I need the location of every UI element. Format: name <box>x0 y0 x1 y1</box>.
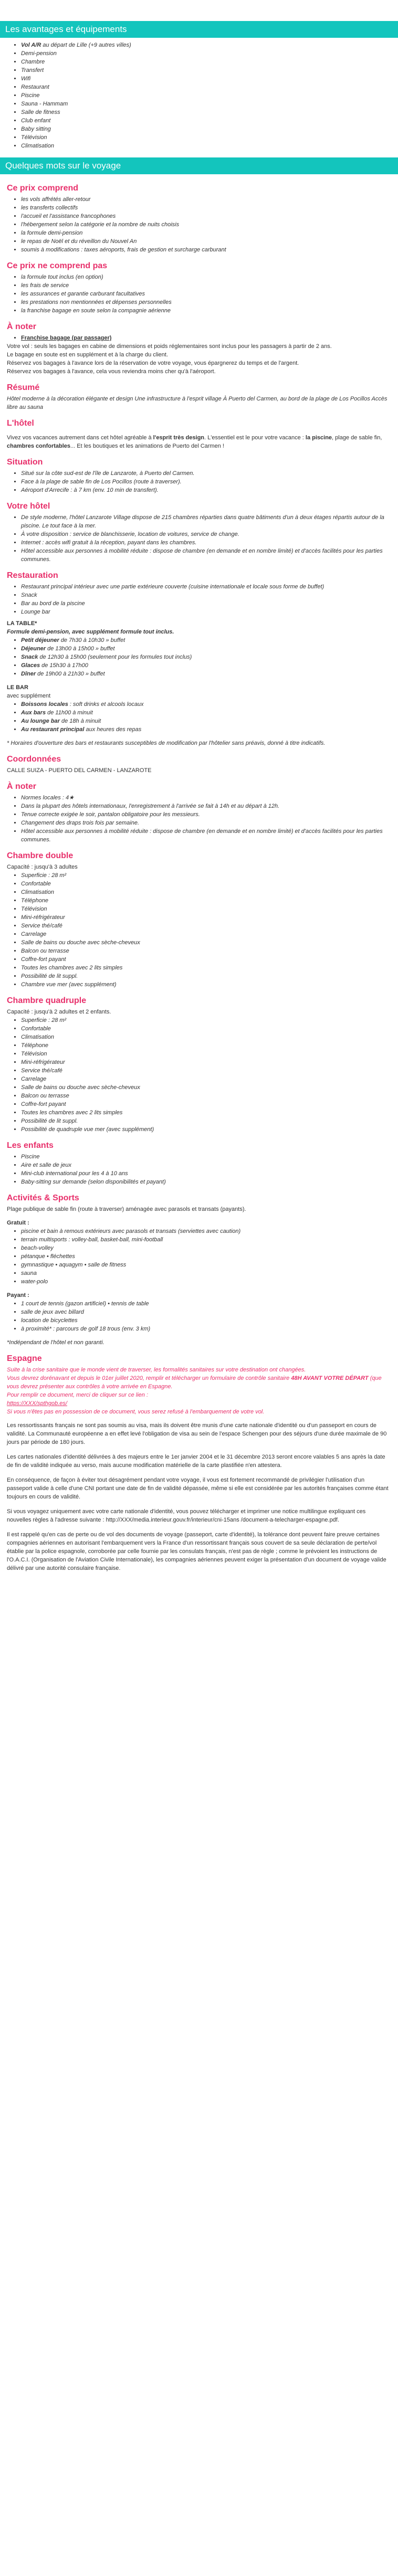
item-text: au départ de Lille (+9 autres villes) <box>41 42 131 48</box>
item-text: Chambre <box>21 59 45 65</box>
list-item: • Climatisation <box>21 888 391 896</box>
list-item: • Piscine <box>21 1153 391 1161</box>
payant-list <box>7 1300 391 1333</box>
list-item: • la formule tout inclus (en option) <box>21 273 391 281</box>
list-item: • le repas de Noël et du réveillon du Nouvel An <box>21 237 391 246</box>
list-item: • Carrelage <box>21 1075 391 1083</box>
list-item: • sauna <box>21 1269 391 1278</box>
text-bold: la piscine <box>305 435 332 441</box>
notice-line <box>7 1374 391 1391</box>
item-text: de 11h00 à minuit <box>46 710 93 716</box>
resume-text: Hôtel moderne à la décoration élégante et design Une infrastructure à l'esprit village À Puerto del Carmen, au bord de la plage de Los Pocillos Accès libre au sauna <box>7 396 387 410</box>
list-item <box>21 91 391 100</box>
item-bold: Glaces <box>21 662 40 669</box>
heading-hotel: L'hôtel <box>7 419 34 428</box>
address: CALLE SUIZA - PUERTO DEL CARMEN - LANZAROTE <box>7 767 152 774</box>
text-bold: l'esprit très design <box>153 435 205 441</box>
heading-a-noter: À noter <box>7 322 36 331</box>
heading-situation: Situation <box>7 458 43 467</box>
list-item: • Coffre-fort payant <box>21 1100 391 1108</box>
section-title: Les avantages et équipements <box>5 24 127 34</box>
list-item <box>21 653 391 661</box>
item-text: Climatisation <box>21 143 54 149</box>
a-noter-para: Votre vol : seuls les bagages en cabine de dimensions et poids réglementaires sont inclus pour les passagers à partir de 2 ans. <box>7 343 332 350</box>
list-item: • Confortable <box>21 1025 391 1033</box>
section-title: Quelques mots sur le voyage <box>5 161 121 171</box>
list-item <box>21 700 391 709</box>
list-item <box>21 661 391 670</box>
list-item <box>21 670 391 678</box>
list-item: • water-polo <box>21 1278 391 1286</box>
list-item <box>21 41 391 49</box>
item-text: aux heures des repas <box>84 726 142 733</box>
heading-resume: Résumé <box>7 383 40 392</box>
table-title: LA TABLE* <box>7 620 37 627</box>
item-text: de 18h à minuit <box>59 718 101 724</box>
list-item: • location de bicyclettes <box>21 1316 391 1325</box>
list-item: • Confortable <box>21 880 391 888</box>
list-item: • Bar au bord de la piscine <box>21 599 391 608</box>
bar-subtitle: avec supplément <box>7 693 51 699</box>
notice-bold: 48H AVANT VOTRE DÉPART <box>291 1375 369 1381</box>
list-item: • Service thé/café <box>21 1067 391 1075</box>
item-text: de 12h30 à 15h00 (seulement pour les formules tout inclus) <box>38 654 192 660</box>
item-text: Sauna - Hammam <box>21 101 68 107</box>
list-item: • Snack <box>21 591 391 599</box>
list-item: • Téléphone <box>21 1041 391 1050</box>
meals-list <box>7 636 391 678</box>
list-item: • Possibilité de lit suppl. <box>21 972 391 980</box>
list-item: • Mini-réfrigérateur <box>21 913 391 922</box>
bar-title: LE BAR <box>7 684 28 691</box>
list-item <box>21 133 391 142</box>
list-item: • Baby-sitting sur demande (selon disponibilités et payant) <box>21 1178 391 1186</box>
situation-list <box>7 469 391 494</box>
espagne-para: Il est rappelé qu'en cas de perte ou de vol des documents de voyage (passeport, carte d'identité), la tolérance dont peuvent faire preuve certaines compagnies aériennes en autorisant l'embarquement vers la France d'un ressortissant français sous couvert de sa seule déclaration de perte/vol établie par la police espagnole, corroborée par celle fournie par les consulats français, n'est pas de règle ; comme le prévoient les instructions de l'O.A.C.I. (Organisation de l'Aviation Civile Internationale), les compagnies aériennes peuvent exiger la présentation d'un document de voyage valide délivré par une autorité consulaire française. <box>7 1532 386 1571</box>
a-noter-para: Réservez vos bagages à l'avance lors de la réservation de votre voyage, vous épargnerez du temps et de l'argent. <box>7 360 299 366</box>
list-item: • à proximité* : parcours de golf 18 trous (env. 3 km) <box>21 1325 391 1333</box>
activites-footnote: *Indépendant de l'hôtel et non garanti. <box>7 1339 104 1346</box>
item-bold: Boissons locales <box>21 701 68 708</box>
item-text: Baby sitting <box>21 126 51 132</box>
list-item: • piscine et bain à remous extérieurs avec parasols et transats (serviettes avec caution) <box>21 1227 391 1236</box>
enfants-list <box>7 1153 391 1186</box>
list-item: • terrain multisports : volley-ball, basket-ball, mini-football <box>21 1236 391 1244</box>
heading-chambre-double: Chambre double <box>7 851 74 860</box>
a-noter-para: Le bagage en soute est en supplément et à la charge du client. <box>7 352 168 358</box>
gratuit-label: Gratuit : <box>7 1220 29 1226</box>
heading-votre-hotel: Votre hôtel <box>7 502 50 511</box>
list-item: • salle de jeux avec billard <box>21 1308 391 1316</box>
list-item: • Téléphone <box>21 896 391 905</box>
list-item: • les prestations non mentionnées et dépenses personnelles <box>21 298 391 307</box>
list-item: • Télévision <box>21 905 391 913</box>
heading-prix-ne-comprend: Ce prix ne comprend pas <box>7 261 108 270</box>
list-item: • Coffre-fort payant <box>21 955 391 964</box>
list-item: • Salle de bains ou douche avec sèche-cheveux <box>21 938 391 947</box>
list-item: • À votre disposition : service de blanchisserie, location de voitures, service de change. <box>21 530 391 539</box>
list-item: • les vols affrétés aller-retour <box>21 195 391 204</box>
section-banner-voyage <box>0 157 398 174</box>
list-item: • Mini-club international pour les 4 à 10 ans <box>21 1169 391 1178</box>
text: Vivez vos vacances autrement dans cet hôtel agréable à <box>7 435 153 441</box>
heading-prix-comprend: Ce prix comprend <box>7 184 79 193</box>
heading-activites: Activités & Sports <box>7 1194 79 1202</box>
list-item <box>21 108 391 117</box>
list-item: • Changement des draps trois fois par semaine. <box>21 819 391 827</box>
gratuit-list <box>7 1227 391 1286</box>
item-text: Transfert <box>21 67 44 73</box>
restauration-list <box>7 583 391 616</box>
list-item: • Mini-réfrigérateur <box>21 1058 391 1067</box>
item-text: Piscine <box>21 92 40 99</box>
item-bold: Vol A/R <box>21 42 41 48</box>
list-item: • Internet : accès wifi gratuit à la réception, payant dans les chambres. <box>21 539 391 547</box>
heading-a-noter-2: À noter <box>7 782 36 791</box>
list-item: • Situé sur la côte sud-est de l'île de Lanzarote, à Puerto del Carmen. <box>21 469 391 478</box>
list-item: • Toutes les chambres avec 2 lits simples <box>21 1108 391 1117</box>
item-text: Télévision <box>21 134 47 141</box>
list-item: • Superficie : 28 m² <box>21 1016 391 1025</box>
list-item <box>21 645 391 653</box>
text: . L'essentiel est le pour votre vacance : <box>204 435 306 441</box>
item-text: : soft drinks et alcools locaux <box>68 701 144 708</box>
list-item <box>21 717 391 725</box>
list-item: • la formule demi-pension <box>21 229 391 237</box>
list-item: • Aéroport d'Arrecife : à 7 km (env. 10 min de transfert). <box>21 486 391 494</box>
list-item: • beach-volley <box>21 1244 391 1252</box>
list-item <box>21 725 391 734</box>
sanitary-notice <box>7 1366 391 1416</box>
notice-text: Vous devrez dorénavant et depuis le 01er juillet 2020, remplir et télécharger un formulaire de contrôle sanitaire <box>7 1375 291 1381</box>
prix-ne-comprend-list <box>7 273 391 315</box>
chambre-double-capacity: Capacité : jusqu'à 3 adultes <box>7 864 78 870</box>
item-text: de 15h30 à 17h00 <box>40 662 88 669</box>
list-item: • Balcon ou terrasse <box>21 1092 391 1100</box>
list-item: • Possibilité de quadruple vue mer (avec supplément) <box>21 1125 391 1134</box>
section-banner-equipements <box>0 21 398 38</box>
item-text: de 7h30 à 10h30 » buffet <box>59 637 125 643</box>
item-bold: Au lounge bar <box>21 718 60 724</box>
list-item: • Carrelage <box>21 930 391 938</box>
hotel-description <box>7 434 391 450</box>
notice-text: (que vous devrez présenter aux contrôles à votre arrivée en Espagne. <box>7 1375 382 1390</box>
notice-line: Si vous n'êtes pas en possession de ce document, vous serez refusé à l'embarquement de votre vol. <box>7 1409 265 1415</box>
list-item: • pétanque • fléchettes <box>21 1252 391 1261</box>
list-item: • l'accueil et l'assistance francophones <box>21 212 391 220</box>
list-item: • Service thé/café <box>21 922 391 930</box>
franchise-bagage-link-text[interactable]: Franchise bagage (par passager) <box>21 335 112 341</box>
notice-line: Pour remplir ce document, merci de cliquer sur ce lien : <box>7 1392 148 1398</box>
list-item <box>21 49 391 58</box>
list-item: • Restaurant principal intérieur avec une partie extérieure couverte (cuisine internationale et locale sous forme de buffet) <box>21 583 391 591</box>
list-item: • De style moderne, l'hôtel Lanzarote Village dispose de 215 chambres réparties dans quatre bâtiments d'un à deux étages répartis autour de la piscine. Le tout face à la mer. <box>21 513 391 530</box>
list-item: • l'hébergement selon la catégorie et la nombre de nuits choisis <box>21 220 391 229</box>
item-text: Club enfant <box>21 118 51 124</box>
chambre-quadruple-capacity: Capacité : jusqu'à 2 adultes et 2 enfants. <box>7 1009 111 1015</box>
list-item: • Superficie : 28 m² <box>21 871 391 880</box>
list-item: • Tenue correcte exigée le soir, pantalon obligatoire pour les messieurs. <box>21 810 391 819</box>
chambre-double-list <box>7 871 391 989</box>
text: ... Et les boutiques et les animations de Puerto del Carmen ! <box>70 443 224 449</box>
list-item: • Face à la plage de sable fin de Los Pocillos (route à traverser). <box>21 478 391 486</box>
list-item <box>21 75 391 83</box>
heading-espagne: Espagne <box>7 1354 42 1363</box>
restauration-footnote: * Horaires d'ouverture des bars et restaurants susceptibles de modification par l'hôtelier sans préavis, donné à titre indicatifs. <box>7 740 326 746</box>
espagne-para: En conséquence, de façon à éviter tout désagrément pendant votre voyage, il vous est fortement recommandé de privilégier l'utilisation d'un passeport valide à celle d'une CNI portant une date de fin de validité dépassée, même si elle est considérée par les autorités françaises comme étant toujours en cours de validité. <box>7 1477 389 1500</box>
item-text: de 13h00 à 15h00 » buffet <box>46 646 115 652</box>
item-text: de 19h00 à 21h30 » buffet <box>36 671 105 677</box>
item-bold: Aux bars <box>21 710 46 716</box>
prix-comprend-list <box>7 195 391 254</box>
list-item: • Balcon ou terrasse <box>21 947 391 955</box>
table-subtitle: Formule demi-pension, avec supplément formule tout inclus. <box>7 629 174 635</box>
list-item <box>21 117 391 125</box>
heading-coordonnees: Coordonnées <box>7 755 61 764</box>
list-item: • Climatisation <box>21 1033 391 1041</box>
item-bold: Dîner <box>21 671 36 677</box>
espagne-para: Si vous voyagez uniquement avec votre carte nationale d'identité, vous pouvez télécharger et imprimer une notice multilingue expliquant ces nouvelles règles à l'adresse suivante : http://XXX/media.interieur.gouv.fr/interieur/cni-15ans /document-a-telecharger-espagne.pdf. <box>7 1508 366 1523</box>
heading-enfants: Les enfants <box>7 1141 54 1150</box>
list-item <box>21 66 391 75</box>
espagne-para: Les ressortissants français ne sont pas soumis au visa, mais ils doivent être munis d'une carte nationale d'identité ou d'un passeport en cours de validité. La Communauté européenne a en effet levé l'obligation de visa au sein de l'espace Schengen pour des séjours d'une durée maximale de 90 jours par période de 180 jours. <box>7 1422 387 1445</box>
heading-chambre-quadruple: Chambre quadruple <box>7 996 87 1005</box>
a-noter-para: Réservez vos bagages à l'avance, cela vous reviendra moins cher qu'à l'aéroport. <box>7 368 216 375</box>
heading-restauration: Restauration <box>7 571 58 580</box>
list-item: • Salle de bains ou douche avec sèche-cheveux <box>21 1083 391 1092</box>
list-item: • Possibilité de lit suppl. <box>21 1117 391 1125</box>
list-item <box>21 58 391 66</box>
payant-label: Payant : <box>7 1292 29 1298</box>
list-item: • les transferts collectifs <box>21 204 391 212</box>
list-item <box>21 83 391 91</box>
item-text: Salle de fitness <box>21 109 60 115</box>
list-item: • les frais de service <box>21 281 391 290</box>
votre-hotel-list <box>7 513 391 564</box>
item-text: Wifi <box>21 76 31 82</box>
list-item: • Télévision <box>21 1050 391 1058</box>
item-text: Demi-pension <box>21 50 57 57</box>
item-bold: Snack <box>21 654 38 660</box>
bars-list <box>7 700 391 734</box>
list-item <box>21 125 391 133</box>
list-item: • la franchise bagage en soute selon la compagnie aérienne <box>21 307 391 315</box>
list-item <box>21 636 391 645</box>
list-item: • soumis à modifications : taxes aéroports, frais de gestion et surcharge carburant <box>21 246 391 254</box>
sanitary-form-link[interactable]: https://XXX/spthgob.es/ <box>7 1400 67 1407</box>
item-text: Restaurant <box>21 84 49 90</box>
list-item: • Toutes les chambres avec 2 lits simples <box>21 964 391 972</box>
list-item: • Dans la plupart des hôtels internationaux, l'enregistrement à l'arrivée se fait à 14h et au départ à 12h. <box>21 802 391 810</box>
list-item: • Normes locales : 4★ <box>21 794 391 802</box>
list-item: • Lounge bar <box>21 608 391 616</box>
list-item: • 1 court de tennis (gazon artificiel) • tennis de table <box>21 1300 391 1308</box>
list-item <box>21 142 391 150</box>
list-item: • gymnastique • aquagym • salle de fitness <box>21 1261 391 1269</box>
activites-intro: Plage publique de sable fin (route à traverser) aménagée avec parasols et transats (payants). <box>7 1206 246 1212</box>
list-item <box>21 709 391 717</box>
item-bold: Petit déjeuner <box>21 637 59 643</box>
item-bold: Au restaurant principal <box>21 726 85 733</box>
list-item: • Hôtel accessible aux personnes à mobilité réduite : dispose de chambre (en demande et en nombre limité) et d'accès facilités pour les parties communes. <box>21 547 391 564</box>
list-item: • Hôtel accessible aux personnes à mobilité réduite : dispose de chambre (en demande et en nombre limité) et d'accès facilités pour les parties communes. <box>21 827 391 844</box>
item-bold: Déjeuner <box>21 646 46 652</box>
list-item: • Aire et salle de jeux <box>21 1161 391 1169</box>
list-item: • les assurances et garantie carburant facultatives <box>21 290 391 298</box>
equipements-list <box>7 41 391 150</box>
list-item: • Chambre vue mer (avec supplément) <box>21 980 391 989</box>
text-bold: chambres confortables <box>7 443 71 449</box>
list-item <box>21 100 391 108</box>
a-noter-2-list <box>7 794 391 844</box>
text: , plage de sable fin, <box>332 435 382 441</box>
chambre-quadruple-list <box>7 1016 391 1134</box>
franchise-bagage-link[interactable] <box>21 334 391 342</box>
espagne-para: Les cartes nationales d'identité délivrées à des majeurs entre le 1er janvier 2004 et le 31 décembre 2013 seront encore valables 5 ans après la date de fin de validité indiquée au verso, mais aucune modification matérielle de la carte plastifiée n'en attestera. <box>7 1454 385 1469</box>
notice-line: Suite à la crise sanitaire que le monde vient de traverser, les formalités sanitaires sur votre destination ont changées. <box>7 1367 306 1373</box>
